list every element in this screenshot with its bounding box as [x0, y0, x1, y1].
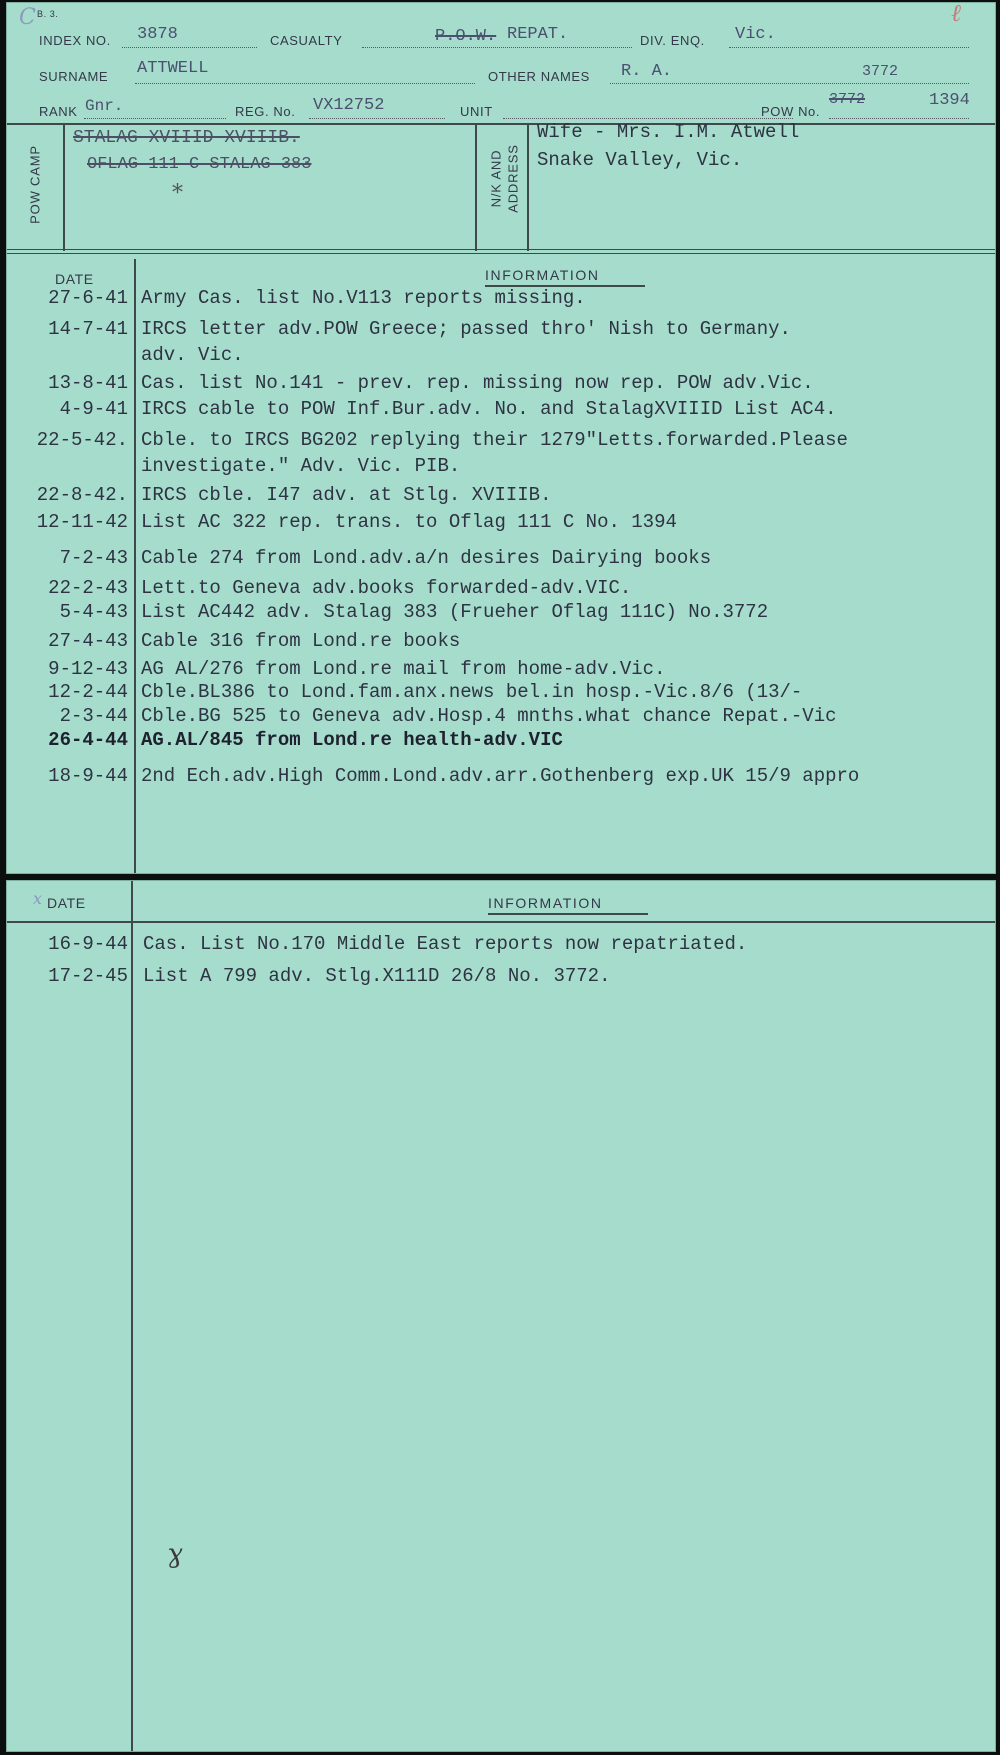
casualty-card-front	[6, 2, 996, 874]
entry-date: 27-6-41	[48, 287, 128, 309]
div-enq-value: Vic.	[735, 25, 776, 44]
nok-divider-right	[527, 123, 529, 251]
entry-date: 2-3-44	[59, 705, 128, 727]
entry-text: List AC 322 rep. trans. to Oflag 111 C No. 1394	[141, 511, 677, 533]
entry-text: AG.AL/845 from Lond.re health-adv.VIC	[141, 729, 563, 751]
pow-no-value: 1394	[929, 91, 970, 110]
other-names-extra: 3772	[862, 63, 899, 80]
entry-text: Cable 274 from Lond.adv.a/n desires Dairying books	[141, 547, 712, 569]
entry-text: Cble. to IRCS BG202 replying their 1279"Letts.forwarded.Please	[141, 429, 848, 451]
div-dots	[729, 47, 969, 48]
unit-label: UNIT	[460, 104, 493, 119]
div-enq-label: DIV. ENQ.	[640, 33, 705, 48]
entry-text: AG AL/276 from Lond.re mail from home-adv.Vic.	[141, 658, 666, 680]
entry-text: IRCS cble. I47 adv. at Stlg. XVIIIB.	[141, 484, 552, 506]
casualty-card-back	[6, 880, 996, 1752]
entry-date: 12-11-42	[36, 511, 128, 533]
pow-camp-line2: OFLAG 111 C STALAG 383	[87, 155, 312, 174]
entry-text: List A 799 adv. Stlg.X111D 26/8 No. 3772.	[143, 965, 611, 987]
nok-divider-left	[475, 123, 477, 251]
red-mark: ℓ	[951, 2, 961, 27]
date-header-2: DATE	[47, 895, 86, 911]
entry-date: 16-9-44	[48, 933, 128, 955]
entry-text: investigate." Adv. Vic. PIB.	[141, 455, 461, 477]
entry-text: IRCS letter adv.POW Greece; passed thro' Nish to Germany.	[141, 318, 791, 340]
reg-dots	[309, 118, 445, 119]
entry-date: 9-12-43	[48, 658, 128, 680]
pow-dots	[829, 118, 969, 119]
info-header-2: INFORMATION	[488, 895, 603, 911]
reg-no-value: VX12752	[313, 96, 385, 115]
index-value: 3878	[137, 25, 178, 44]
entry-date: 4-9-41	[59, 398, 128, 420]
surname-label: SURNAME	[39, 69, 109, 84]
other-names-value: R. A.	[621, 62, 673, 81]
entry-date: 14-7-41	[48, 318, 128, 340]
nok-label-bottom: ADDRESS	[505, 144, 521, 213]
entry-date: 26-4-44	[48, 729, 128, 751]
pow-camp-line1: STALAG XVIIID XVIIIB.	[73, 128, 300, 148]
pow-camp-mark: *	[172, 181, 183, 206]
date-column-rule-2	[131, 881, 133, 1752]
entry-text: 2nd Ech.adv.High Comm.Lond.adv.arr.Gothenberg exp.UK 15/9 appro	[141, 765, 860, 787]
entry-date: 13-8-41	[48, 372, 128, 394]
other-names-label: OTHER NAMES	[488, 69, 590, 84]
entry-text: Army Cas. list No.V113 reports missing.	[141, 287, 586, 309]
casualty-dots	[362, 47, 632, 48]
casualty-value: REPAT.	[507, 25, 569, 44]
rank-label: RANK	[39, 104, 78, 119]
entry-text: Cas. List No.170 Middle East reports now repatriated.	[143, 933, 748, 955]
pow-no-struck: 3772	[829, 91, 866, 108]
pen-mark: ɣ	[167, 1539, 183, 1569]
surname-value: ATTWELL	[137, 59, 209, 78]
casualty-label: CASUALTY	[270, 33, 343, 48]
entry-text: List AC442 adv. Stalag 383 (Frueher Oflag 111C) No.3772	[141, 601, 769, 623]
reg-no-label: REG. No.	[235, 104, 296, 119]
pow-no-label: POW No.	[761, 104, 821, 119]
box-top-rule	[7, 123, 996, 125]
entry-text: Lett.to Geneva adv.books forwarded-adv.VIC.	[141, 577, 632, 599]
casualty-struck: P.O.W.	[435, 27, 497, 46]
top-mark: B. 3.	[37, 9, 59, 19]
nok-label-top: N/K AND	[488, 149, 504, 208]
entry-date: 22-2-43	[48, 577, 128, 599]
box-bottom-rule	[7, 249, 996, 254]
index-label: INDEX NO.	[39, 33, 111, 48]
entry-date: 17-2-45	[48, 965, 128, 987]
pow-camp-divider	[63, 123, 65, 251]
entry-date: 12-2-44	[48, 681, 128, 703]
rank-dots	[84, 118, 226, 119]
entry-date: 22-5-42.	[36, 429, 128, 451]
other-dots	[610, 83, 969, 84]
entry-text: Cable 316 from Lond.re books	[141, 630, 461, 652]
entry-date: 22-8-42.	[36, 484, 128, 506]
date-header: DATE	[55, 271, 94, 287]
entry-date: 7-2-43	[59, 547, 128, 569]
rank-value: Gnr.	[85, 97, 124, 115]
nok-line1: Wife - Mrs. I.M. Atwell	[537, 121, 800, 143]
corner-mark: C	[19, 5, 36, 30]
surname-dots	[135, 83, 475, 84]
info-header-rule-2	[488, 913, 648, 915]
header-rule-2	[7, 921, 996, 923]
index-dots	[122, 47, 257, 48]
entry-text: IRCS cable to POW Inf.Bur.adv. No. and StalagXVIIID List AC4.	[141, 398, 837, 420]
entry-text: adv. Vic.	[141, 344, 244, 366]
entry-date: 18-9-44	[48, 765, 128, 787]
entry-text: Cas. list No.141 - prev. rep. missing now rep. POW adv.Vic.	[141, 372, 814, 394]
nok-line2: Snake Valley, Vic.	[537, 149, 743, 171]
entry-text: Cble.BL386 to Lond.fam.anx.news bel.in hosp.-Vic.8/6 (13/-	[141, 681, 803, 703]
pow-camp-label: POW CAMP	[27, 145, 43, 224]
entry-date: 5-4-43	[59, 601, 128, 623]
date-tick-mark: x	[33, 889, 43, 908]
entry-date: 27-4-43	[48, 630, 128, 652]
entry-text: Cble.BG 525 to Geneva adv.Hosp.4 mnths.what chance Repat.-Vic	[141, 705, 837, 727]
info-header: INFORMATION	[485, 267, 600, 283]
unit-dots	[503, 118, 793, 119]
date-column-rule	[134, 259, 136, 874]
